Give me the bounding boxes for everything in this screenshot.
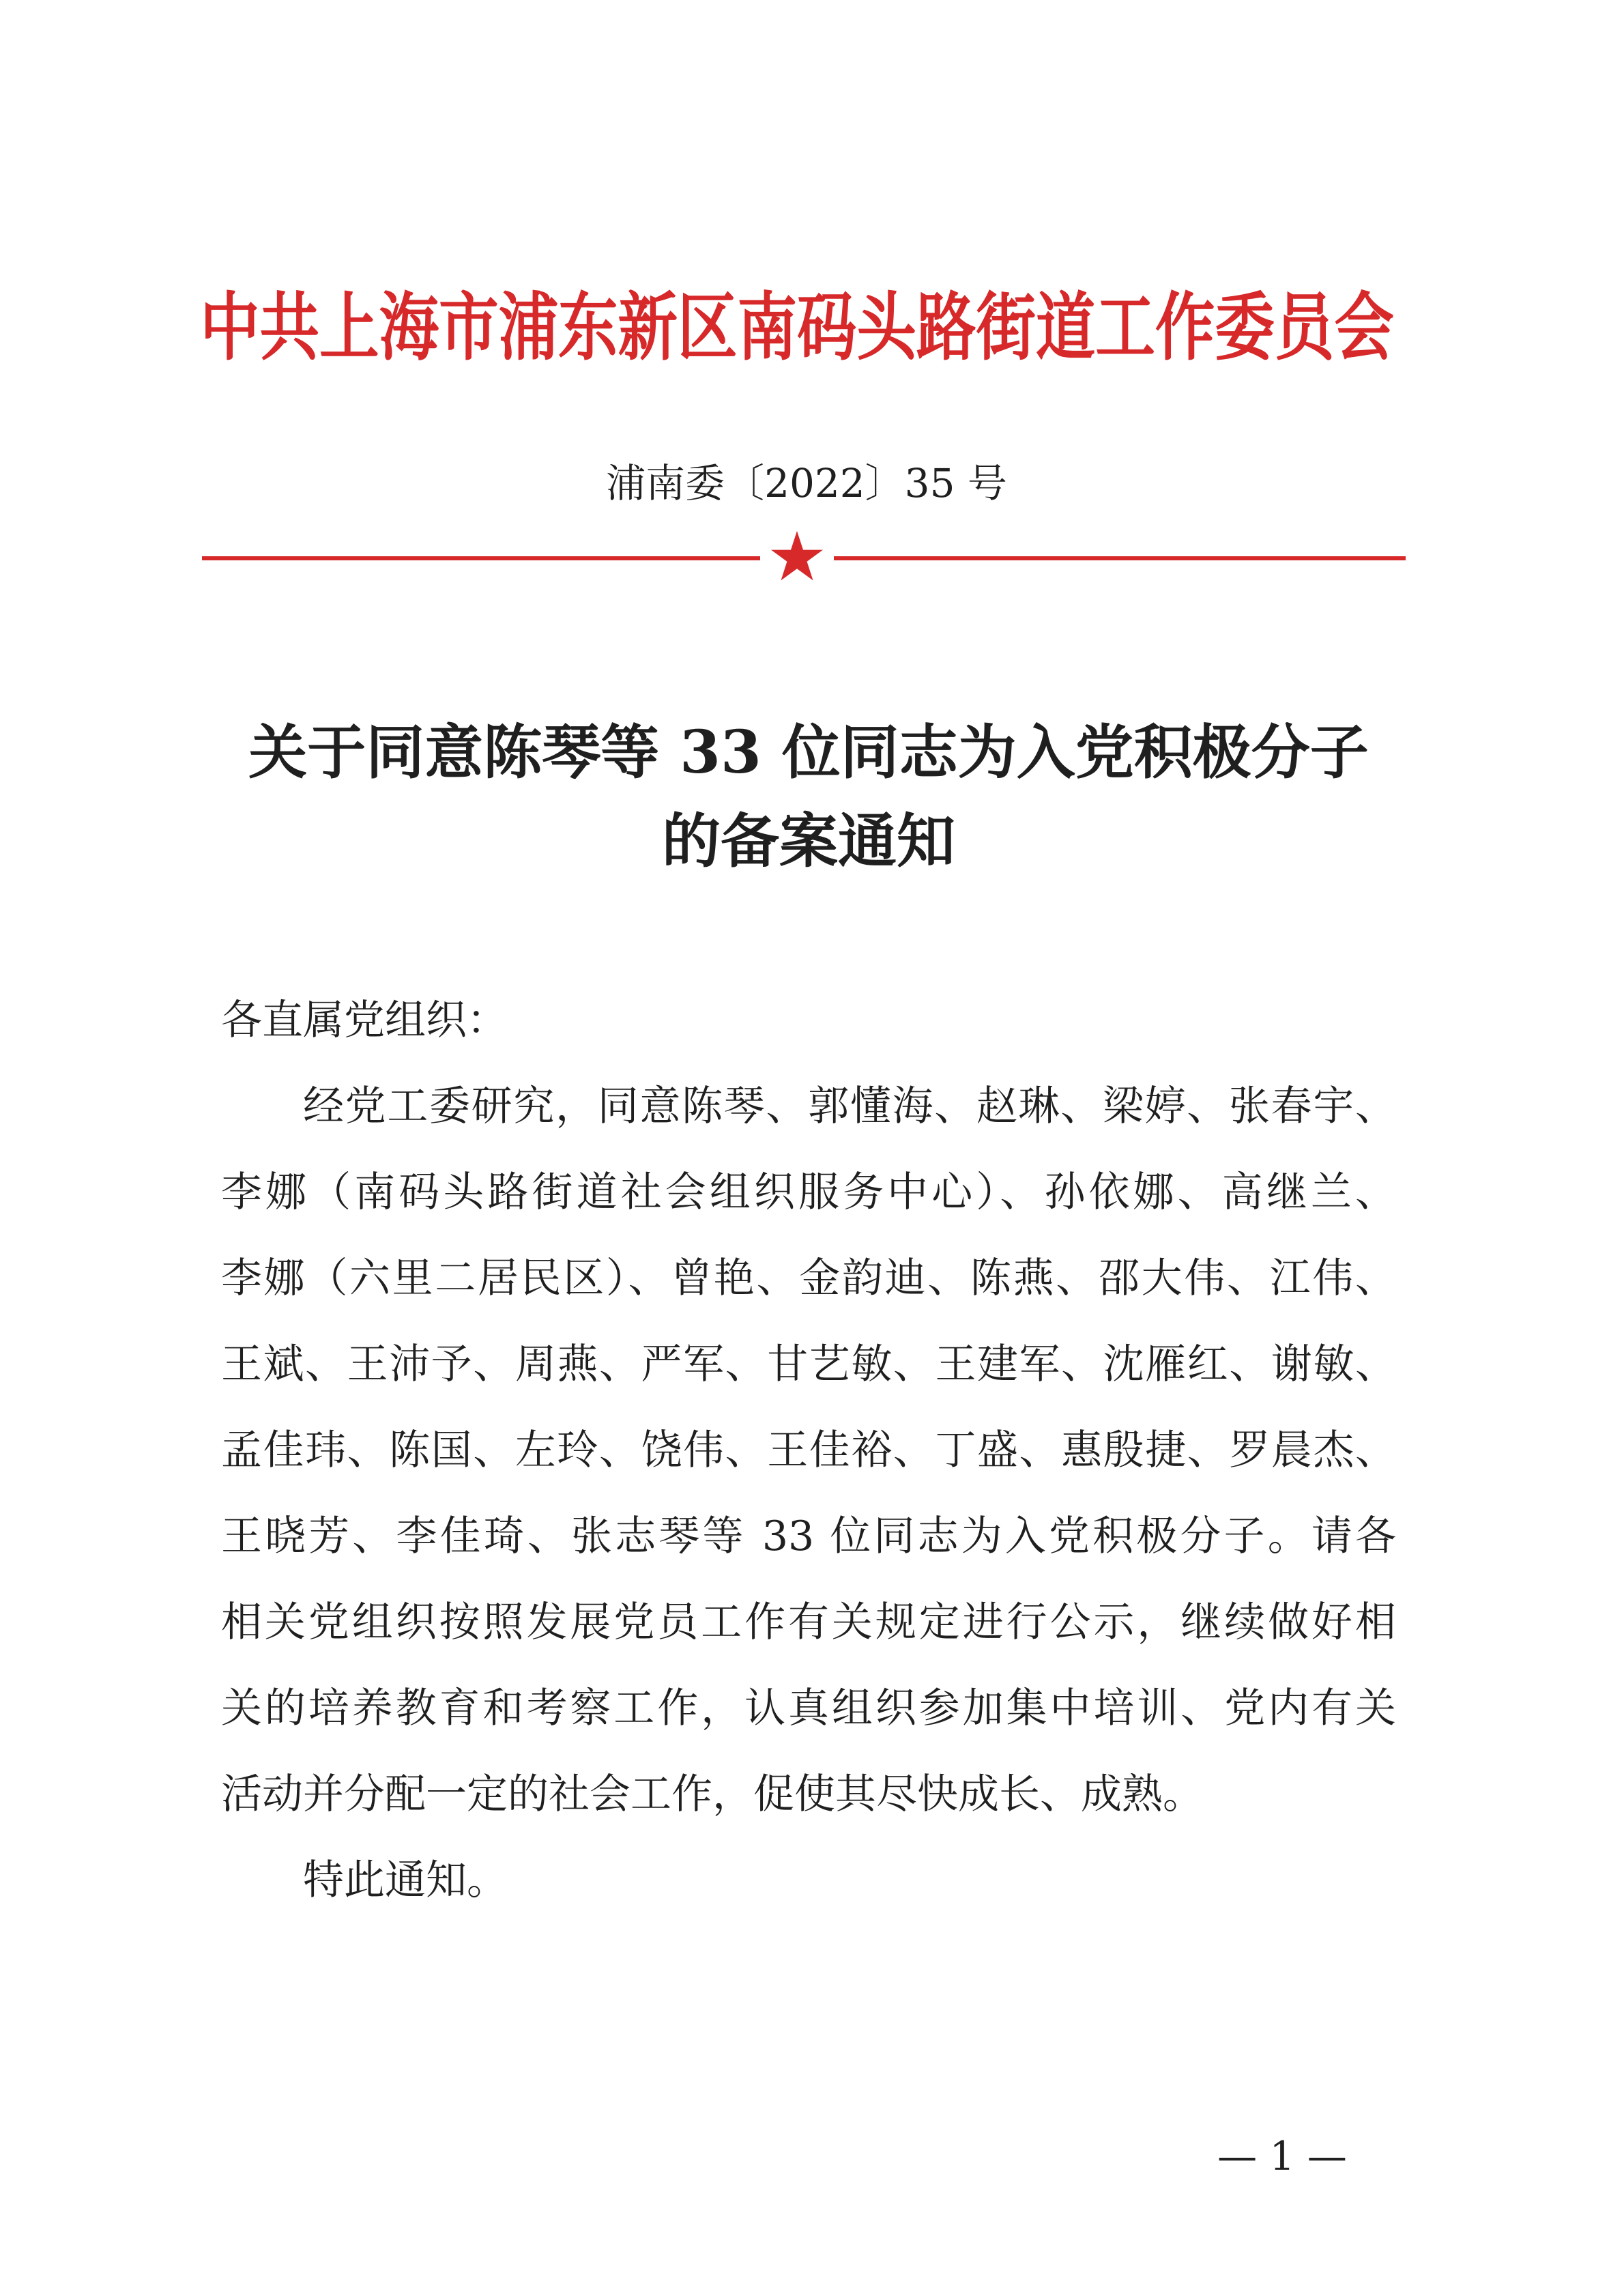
page-number: — 1 —	[1217, 2133, 1347, 2179]
title-line-1: 关于同意陈琴等 33 位同志为入党积极分子	[248, 718, 1369, 787]
salutation: 各直属党组织：	[221, 996, 508, 1044]
closing-remark: 特此通知。	[303, 1856, 508, 1904]
document-title	[221, 708, 1396, 886]
body-line: 孟佳玮、陈国、左玲、饶伟、王佳裕、丁盛、惠殷捷、罗晨杰、	[221, 1426, 1396, 1474]
body-line: 经党工委研究，同意陈琴、郭懂海、赵琳、梁婷、张春宇、	[303, 1082, 1396, 1130]
document-body	[221, 977, 1396, 1923]
issuing-organization: 中共上海市浦东新区南码头路街道工作委员会	[200, 285, 1394, 371]
body-line: 相关党组织按照发展党员工作有关规定进行公示，继续做好相	[221, 1598, 1396, 1646]
body-line: 李娜（南码头路街道社会组织服务中心）、孙依娜、高继兰、	[221, 1168, 1396, 1216]
masthead	[0, 283, 1594, 372]
body-line: 活动并分配一定的社会工作，促使其尽快成长、成熟。	[221, 1770, 1204, 1818]
red-rule-left	[202, 556, 760, 560]
body-line: 王晓芳、李佳琦、张志琴等 33 位同志为入党积极分子。请各	[221, 1512, 1396, 1560]
title-line-2: 的备案通知	[662, 807, 955, 876]
red-star-icon	[770, 530, 824, 584]
document-number: 浦南委〔2022〕35 号	[606, 460, 1007, 506]
body-line: 李娜（六里二居民区）、曾艳、金韵迪、陈燕、邵大伟、江伟、	[221, 1254, 1396, 1302]
body-line: 关的培养教育和考察工作，认真组织参加集中培训、党内有关	[221, 1684, 1396, 1732]
body-line: 王斌、王沛予、周燕、严军、甘艺敏、王建军、沈雁红、谢敏、	[221, 1340, 1396, 1388]
red-rule-right	[834, 556, 1406, 560]
